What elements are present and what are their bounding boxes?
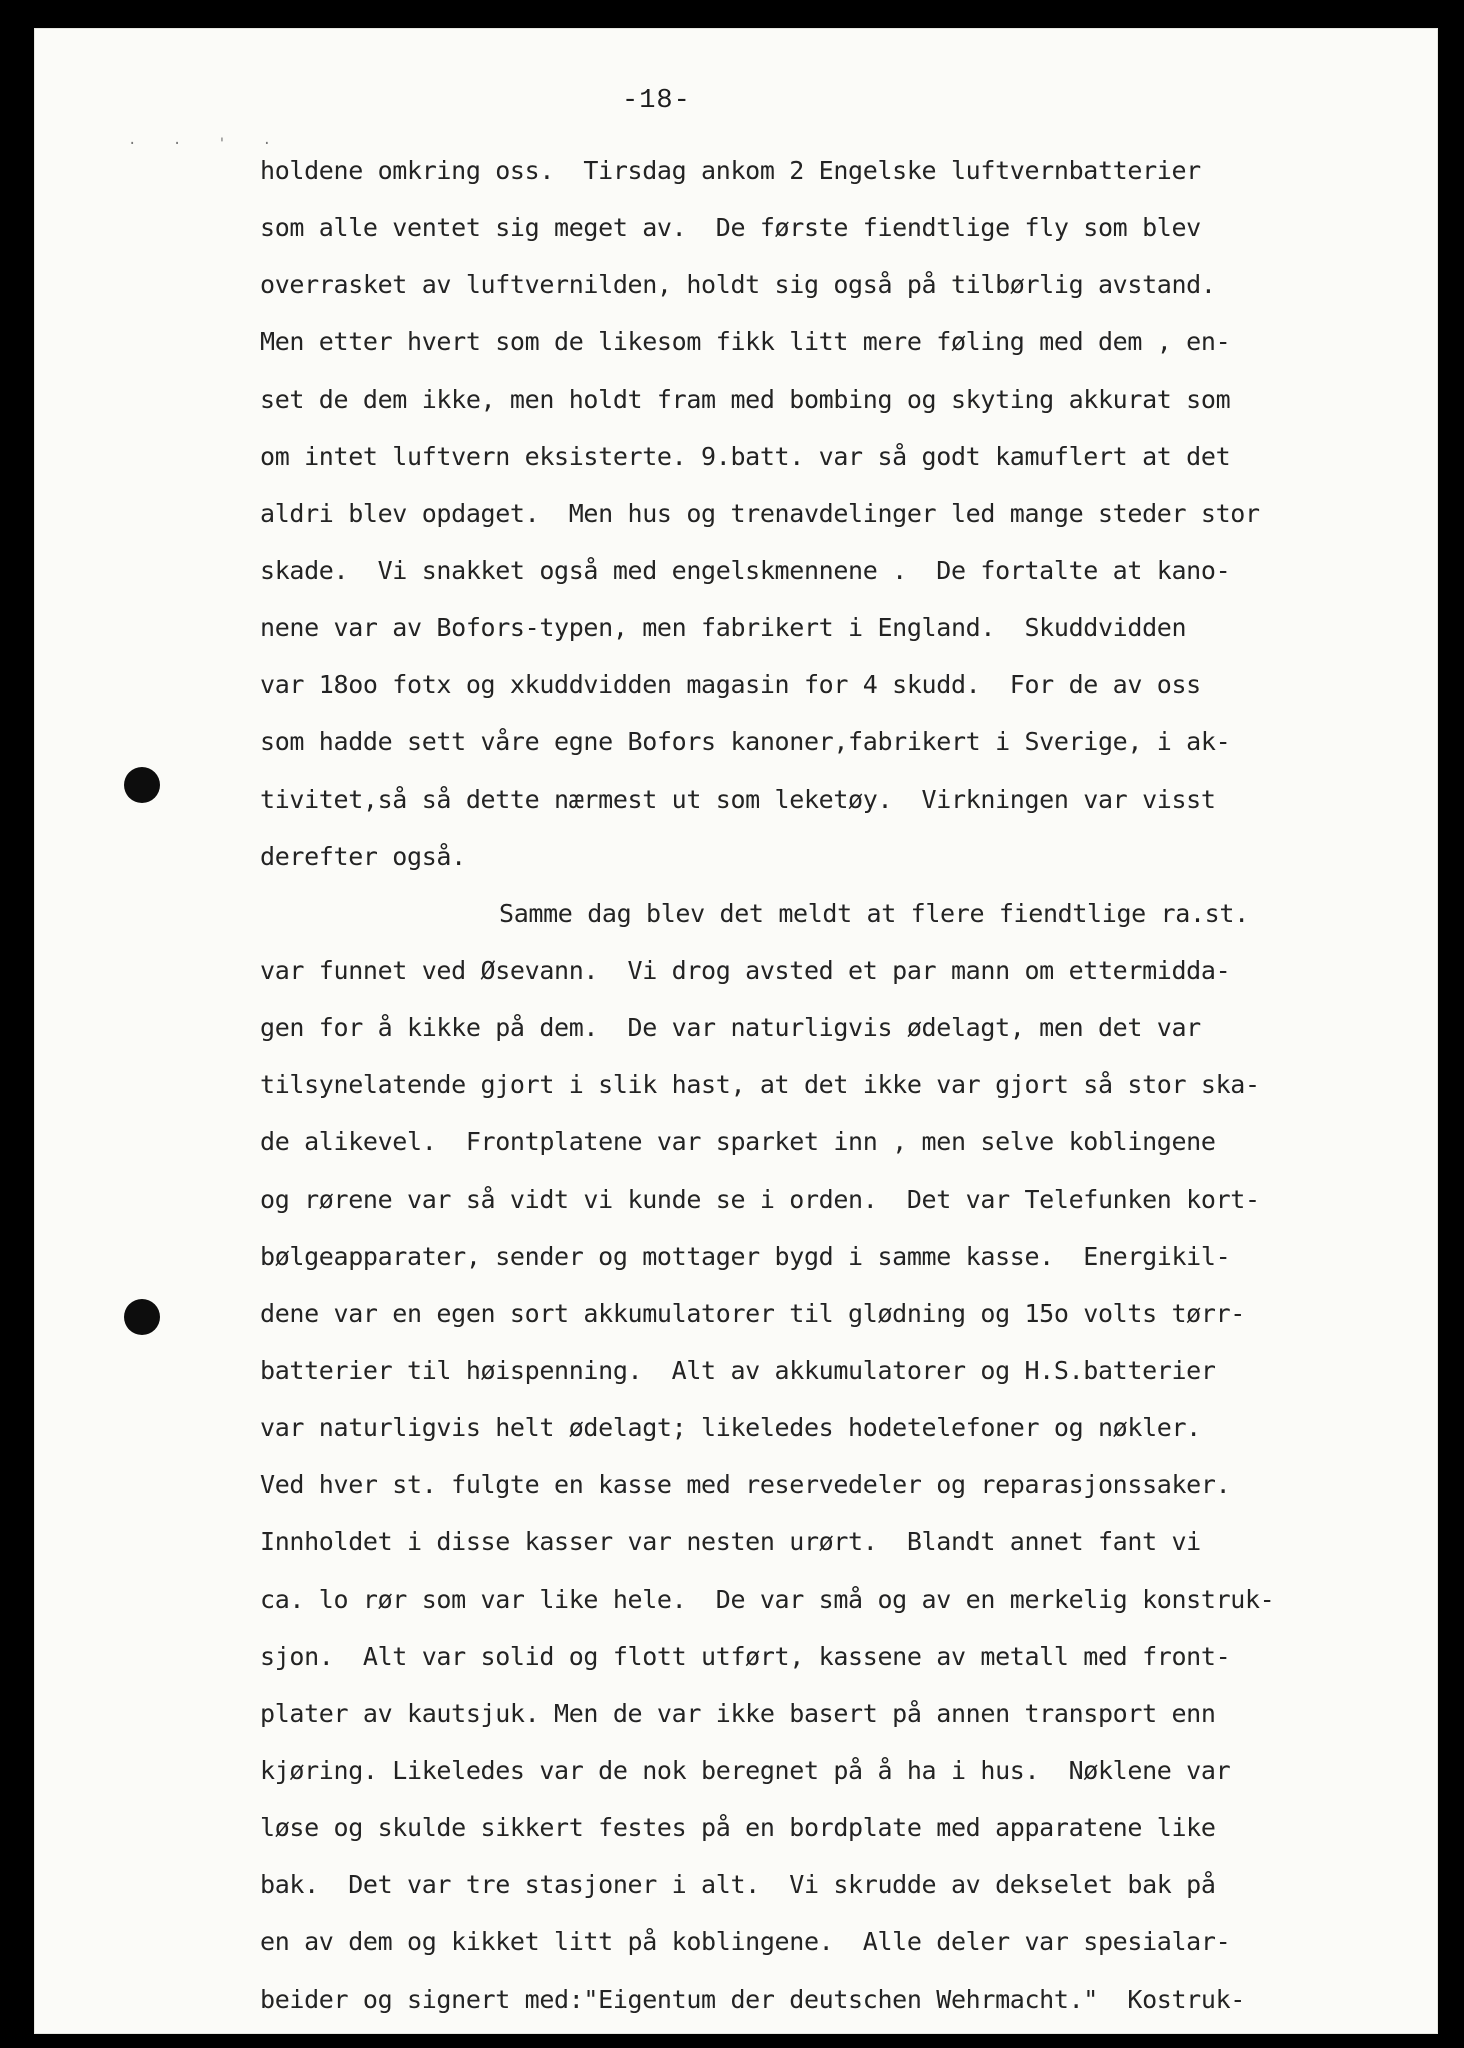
text-line: batterier til høispenning. Alt av akkumulatorer og H.S.batterier — [260, 1355, 1216, 1385]
text-line: gen for å kikke på dem. De var naturligvis ødelagt, men det var — [260, 1013, 1201, 1043]
page-number: -18- — [622, 86, 691, 116]
text-line: var naturligvis helt ødelagt; likeledes hodetelefoner og nøkler. — [260, 1413, 1201, 1443]
text-line: var funnet ved Øsevann. Vi drog avsted et par mann om ettermidda- — [260, 955, 1231, 985]
text-line: som alle ventet sig meget av. De første fiendtlige fly som blev — [260, 213, 1201, 243]
text-line: og rørene var så vidt vi kunde se i orden. Det var Telefunken kort- — [260, 1184, 1260, 1214]
typewritten-page — [34, 28, 1438, 2034]
text-line: dene var en egen sort akkumulatorer til glødning og 15o volts tørr- — [260, 1298, 1245, 1328]
text-line: var 18oo fotx og xkuddvidden magasin for 4 skudd. For de av oss — [260, 670, 1201, 700]
text-line: plater av kautsjuk. Men de var ikke basert på annen transport enn — [260, 1698, 1216, 1728]
text-line: bak. Det var tre stasjoner i alt. Vi skrudde av dekselet bak på — [260, 1870, 1216, 1900]
text-line: de alikevel. Frontplatene var sparket inn , men selve koblingene — [260, 1127, 1216, 1157]
text-line: løse og skulde sikkert festes på en bordplate med apparatene like — [260, 1813, 1216, 1843]
punch-hole-top — [124, 767, 160, 803]
margin-specks: · · ' · — [128, 136, 286, 152]
text-line: Ved hver st. fulgte en kasse med reservedeler og reparasjonssaker. — [260, 1470, 1231, 1500]
punch-hole-bottom — [124, 1299, 160, 1335]
text-line: beider og signert med:"Eigentum der deutschen Wehrmacht." Kostruk- — [260, 1984, 1245, 2014]
text-line: Men etter hvert som de likesom fikk litt mere føling med dem , en- — [260, 327, 1231, 357]
body-text — [260, 142, 1440, 2028]
text-line: overrasket av luftvernilden, holdt sig også på tilbørlig avstand. — [260, 270, 1216, 300]
text-line: kjøring. Likeledes var de nok beregnet på å ha i hus. Nøklene var — [260, 1755, 1231, 1785]
text-line: som hadde sett våre egne Bofors kanoner,fabrikert i Sverige, i ak- — [260, 727, 1231, 757]
text-line: holdene omkring oss. Tirsdag ankom 2 Engelske luftvernbatterier — [260, 156, 1201, 185]
text-line: ca. lo rør som var like hele. De var små og av en merkelig konstruk- — [260, 1584, 1275, 1614]
text-line: en av dem og kikket litt på koblingene. Alle deler var spesialar- — [260, 1927, 1231, 1957]
text-line: aldri blev opdaget. Men hus og trenavdelinger led mange steder stor — [260, 498, 1260, 528]
text-line: tivitet,så så dette nærmest ut som leketøy. Virkningen var visst — [260, 784, 1216, 814]
text-line: sjon. Alt var solid og flott utført, kassene av metall med front- — [260, 1641, 1231, 1671]
text-line: tilsynelatende gjort i slik hast, at det ikke var gjort så stor ska- — [260, 1070, 1260, 1100]
text-line: Innholdet i disse kasser var nesten urørt. Blandt annet fant vi — [260, 1527, 1201, 1557]
text-line: skade. Vi snakket også med engelskmennene . De fortalte at kano- — [260, 555, 1231, 585]
text-line: nene var av Bofors-typen, men fabrikert i England. Skuddvidden — [260, 613, 1187, 643]
text-line: derefter også. — [260, 841, 466, 871]
paragraph-start-line: Samme dag blev det meldt at flere fiendtlige ra.st. — [499, 898, 1249, 928]
text-line: set de dem ikke, men holdt fram med bombing og skyting akkurat som — [260, 384, 1231, 414]
text-line: om intet luftvern eksisterte. 9.batt. var så godt kamuflert at det — [260, 441, 1231, 471]
text-line: bølgeapparater, sender og mottager bygd i samme kasse. Energikil- — [260, 1241, 1231, 1271]
